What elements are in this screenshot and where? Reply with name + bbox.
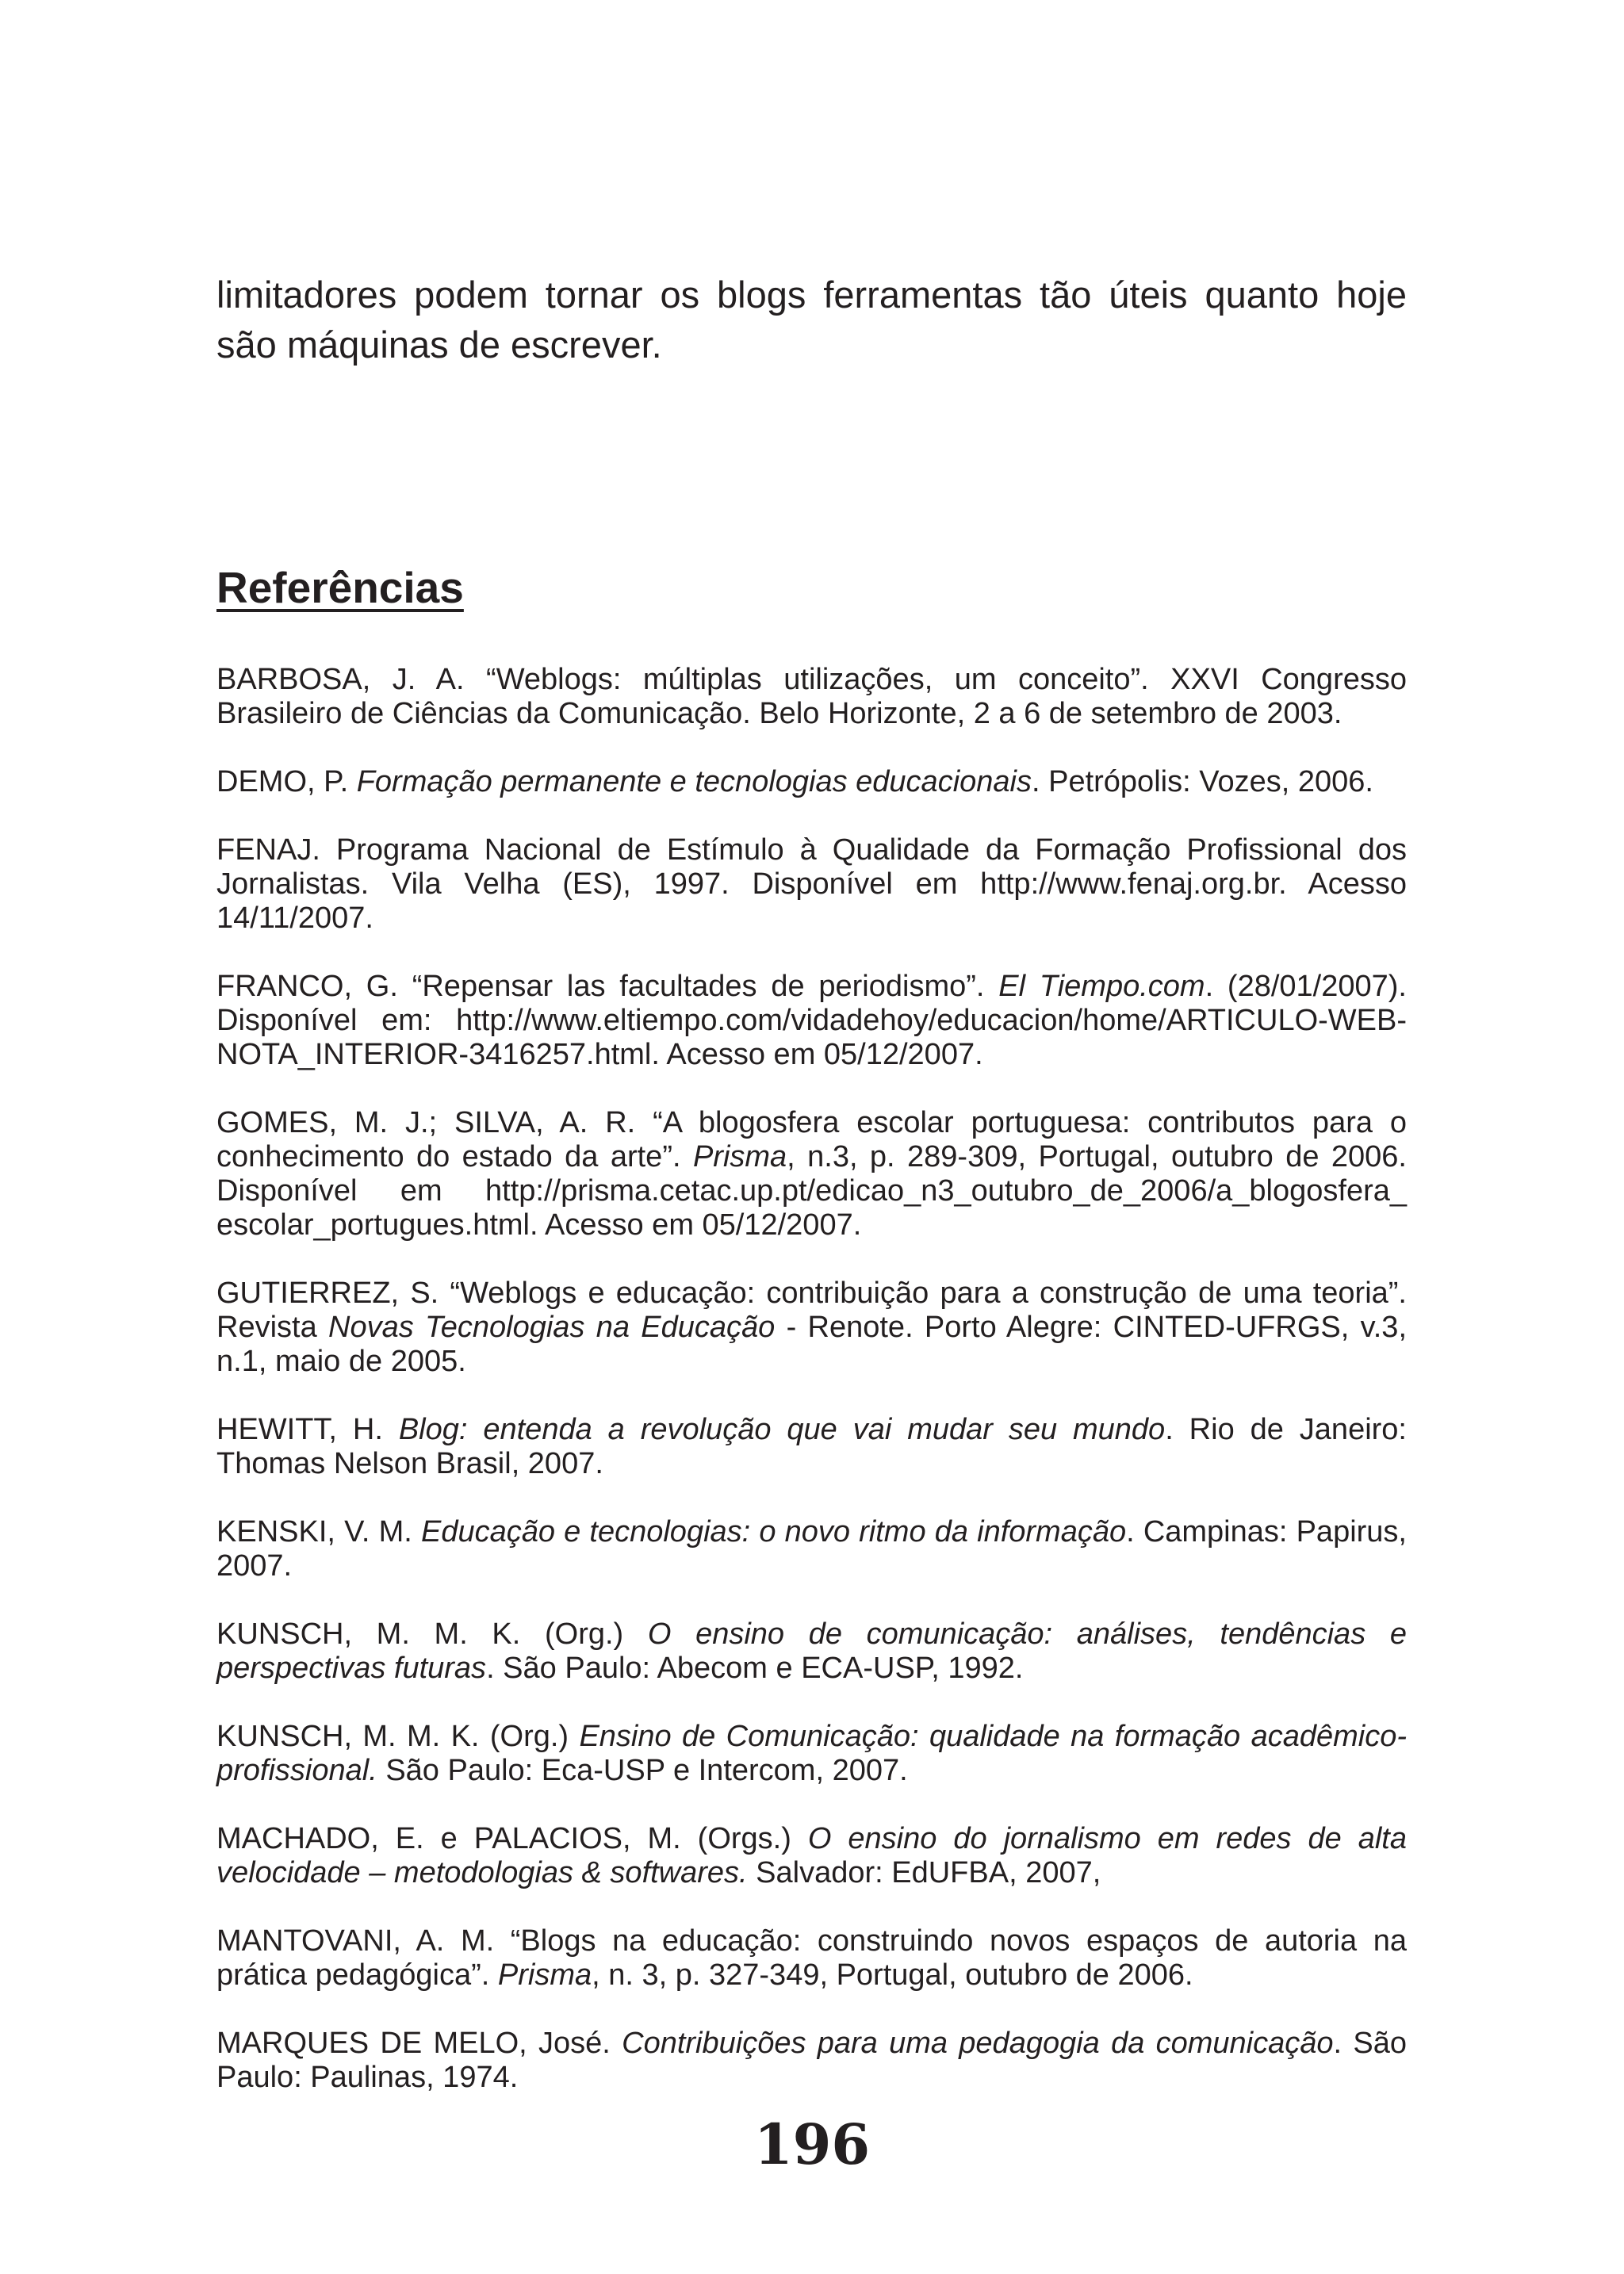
reference-text: . São Paulo: Paulinas, 1974. bbox=[216, 2027, 1407, 2094]
reference-title: El Tiempo.com bbox=[998, 970, 1205, 1003]
reference-entry bbox=[216, 1720, 1407, 1788]
reference-text: . (28/01/2007). Disponível em: http://www.eltiempo.com/vidadehoy/educacion/home/ARTICULO-WEB-NOTA_INTERIOR-3416257.html. Acesso em 05/12/2007. bbox=[216, 970, 1407, 1071]
reference-entry bbox=[216, 1277, 1407, 1379]
reference-text: - Renote. Porto Alegre: CINTED-UFRGS, v.3, n.1, maio de 2005. bbox=[216, 1311, 1407, 1378]
reference-title: Blog: entenda a revolução que vai mudar seu mundo bbox=[398, 1413, 1166, 1446]
page-number: 196 bbox=[753, 2111, 871, 2177]
reference-text: GUTIERREZ, S. “Weblogs e educação: contribuição para a construção de uma teoria”. Revista bbox=[216, 1277, 1407, 1344]
reference-text: . Campinas: Papirus, 2007. bbox=[216, 1515, 1407, 1583]
reference-text: FRANCO, G. “Repensar las facultades de periodismo”. bbox=[216, 970, 999, 1003]
reference-title: Prisma bbox=[497, 1958, 592, 1992]
reference-text: Salvador: EdUFBA, 2007, bbox=[747, 1856, 1101, 1889]
reference-text: MANTOVANI, A. M. “Blogs na educação: construindo novos espaços de autoria na prática pedagógica”. bbox=[216, 1924, 1407, 1992]
reference-title: Formação permanente e tecnologias educacionais bbox=[356, 765, 1032, 798]
reference-text: MARQUES DE MELO, José. bbox=[216, 2027, 622, 2060]
reference-text: . Rio de Janeiro: Thomas Nelson Brasil, 2007. bbox=[216, 1413, 1407, 1480]
reference-title: Prisma bbox=[692, 1140, 787, 1173]
reference-entry bbox=[216, 833, 1407, 936]
reference-entry bbox=[216, 1617, 1407, 1686]
reference-text: HEWITT, H. bbox=[216, 1413, 399, 1446]
reference-text: KENSKI, V. M. bbox=[216, 1515, 421, 1549]
reference-title: Contribuições para uma pedagogia da comunicação bbox=[622, 2027, 1334, 2060]
reference-title: Ensino de Comunicação: qualidade na formação acadêmico-profissional. bbox=[216, 1720, 1407, 1787]
reference-entry bbox=[216, 2027, 1407, 2095]
reference-text: São Paulo: Eca-USP e Intercom, 2007. bbox=[377, 1754, 908, 1787]
reference-title: Educação e tecnologias: o novo ritmo da informação bbox=[420, 1515, 1127, 1549]
references-heading: Referências bbox=[216, 563, 464, 612]
reference-text: . São Paulo: Abecom e ECA-USP, 1992. bbox=[486, 1652, 1024, 1685]
reference-text: , n. 3, p. 327-349, Portugal, outubro de 2006. bbox=[592, 1958, 1193, 1992]
reference-text: . Petrópolis: Vozes, 2006. bbox=[1031, 765, 1373, 798]
reference-entry bbox=[216, 1413, 1407, 1481]
reference-entry bbox=[216, 970, 1407, 1072]
references-list bbox=[216, 663, 1407, 2095]
reference-entry bbox=[216, 1924, 1407, 1993]
reference-text: KUNSCH, M. M. K. (Org.) bbox=[216, 1720, 580, 1753]
reference-text: FENAJ. Programa Nacional de Estímulo à Qualidade da Formação Profissional dos Jornalistas. Vila Velha (ES), 1997. Disponível em http://www.fenaj.org.br. Acesso 14/11/2007. bbox=[216, 833, 1407, 935]
intro-paragraph: limitadores podem tornar os blogs ferramentas tão úteis quanto hoje são máquinas de escrever. bbox=[216, 274, 1407, 366]
reference-text: , n.3, p. 289-309, Portugal, outubro de 2006. Disponível em http://prisma.cetac.up.pt/edicao_n3_outubro_de_2006/a_blogosfera_ escolar_portugues.html. Acesso em 05/12/2007. bbox=[216, 1140, 1407, 1242]
reference-entry bbox=[216, 765, 1407, 799]
reference-text: DEMO, P. bbox=[216, 765, 357, 798]
reference-text: MACHADO, E. e PALACIOS, M. (Orgs.) bbox=[216, 1822, 808, 1855]
page-body bbox=[216, 270, 1407, 2129]
reference-title: O ensino do jornalismo em redes de alta velocidade – metodologias & softwares. bbox=[216, 1822, 1407, 1889]
reference-text: BARBOSA, J. A. “Weblogs: múltiplas utilizações, um conceito”. XXVI Congresso Brasileiro de Ciências da Comunicação. Belo Horizonte, 2 a 6 de setembro de 2003. bbox=[216, 663, 1407, 730]
reference-entry bbox=[216, 1515, 1407, 1583]
reference-title: O ensino de comunicação: análises, tendências e perspectivas futuras bbox=[216, 1617, 1407, 1685]
reference-entry bbox=[216, 1822, 1407, 1890]
reference-entry bbox=[216, 663, 1407, 731]
reference-title: Novas Tecnologias na Educação bbox=[328, 1311, 776, 1344]
reference-text: KUNSCH, M. M. K. (Org.) bbox=[216, 1617, 648, 1651]
reference-entry bbox=[216, 1106, 1407, 1242]
reference-text: GOMES, M. J.; SILVA, A. R. “A blogosfera escolar portuguesa: contributos para o conhecimento do estado da arte”. bbox=[216, 1106, 1407, 1173]
